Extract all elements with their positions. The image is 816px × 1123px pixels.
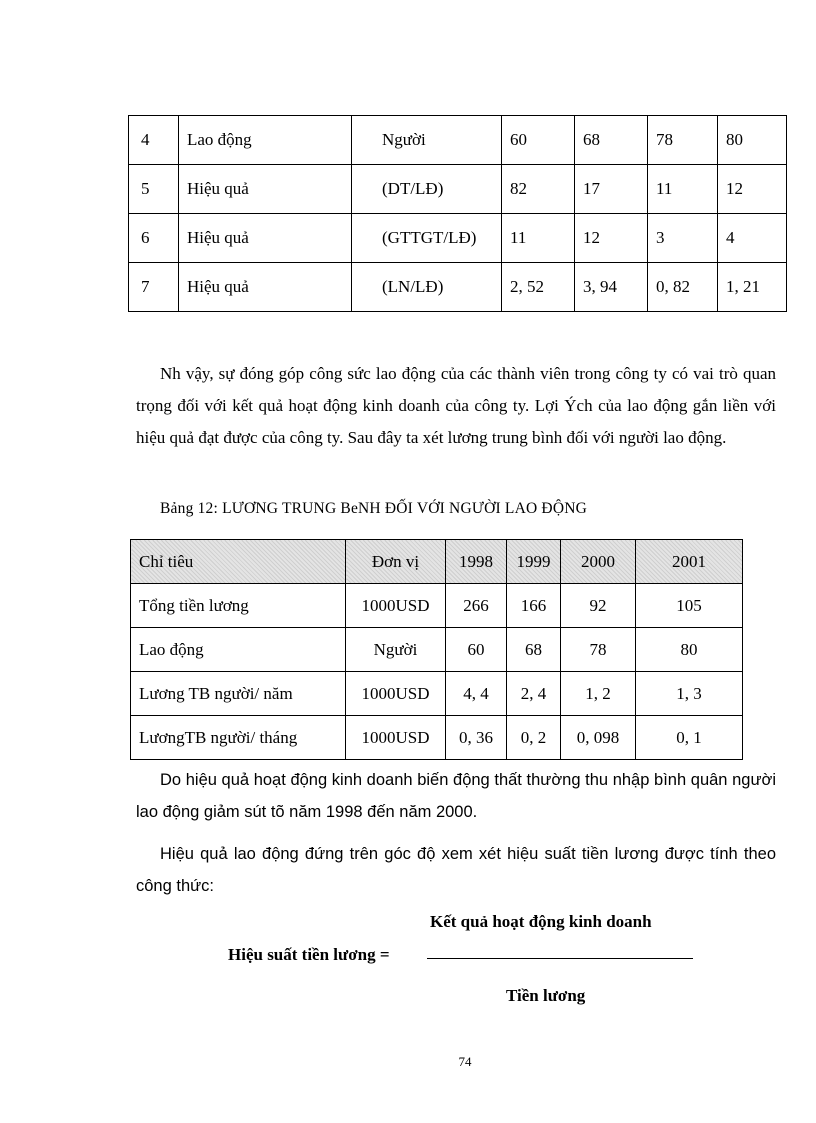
table-cell: 1000USD — [346, 672, 446, 716]
table-cell: 12 — [718, 165, 787, 214]
average-salary-table — [130, 539, 743, 760]
table-cell: 2, 4 — [507, 672, 561, 716]
table-cell: Người — [346, 628, 446, 672]
table-cell: 4 — [129, 116, 179, 165]
column-header: 1998 — [446, 540, 507, 584]
table-cell: 78 — [561, 628, 636, 672]
formula-fraction-line — [427, 958, 693, 959]
table-cell: 0, 1 — [636, 716, 743, 760]
table-cell: 1, 21 — [718, 263, 787, 312]
table-cell: 11 — [502, 214, 575, 263]
formula-numerator: Kết quả hoạt động kinh doanh — [430, 912, 652, 931]
table-cell: 78 — [648, 116, 718, 165]
column-header: 2001 — [636, 540, 743, 584]
table-row — [129, 165, 787, 214]
table-cell: 105 — [636, 584, 743, 628]
table-cell: 3 — [648, 214, 718, 263]
table-cell: 4, 4 — [446, 672, 507, 716]
table-cell: 17 — [575, 165, 648, 214]
table-cell: (LN/LĐ) — [352, 263, 502, 312]
table-cell: 166 — [507, 584, 561, 628]
column-header: 2000 — [561, 540, 636, 584]
table-cell: Lao động — [131, 628, 346, 672]
table-cell: Lương TB người/ năm — [131, 672, 346, 716]
table-row — [129, 263, 787, 312]
table-cell: 0, 36 — [446, 716, 507, 760]
formula-lhs: Hiệu suất tiền lương = — [228, 945, 390, 964]
table-cell: (GTTGT/LĐ) — [352, 214, 502, 263]
table-cell: 80 — [636, 628, 743, 672]
labor-efficiency-table — [128, 115, 787, 312]
table-row — [131, 584, 743, 628]
column-header: Đơn vị — [346, 540, 446, 584]
table-cell: 5 — [129, 165, 179, 214]
table-cell: Hiệu quả — [179, 214, 352, 263]
table-cell: 3, 94 — [575, 263, 648, 312]
table-cell: 1, 2 — [561, 672, 636, 716]
table-cell: (DT/LĐ) — [352, 165, 502, 214]
table-cell: 0, 82 — [648, 263, 718, 312]
table-cell: 60 — [502, 116, 575, 165]
paragraph-income-decline: Do hiệu quả hoạt động kinh doanh biến động thất thường thu nhập bình quân người lao động giảm sút tõ năm 1998 đến năm 2000. — [136, 771, 776, 821]
paragraph-formula-intro: Hiệu quả lao động đứng trên góc độ xem xét hiệu suất tiền lương được tính theo công thức: — [136, 845, 776, 895]
table-cell: 1000USD — [346, 716, 446, 760]
table-cell: 4 — [718, 214, 787, 263]
table-cell: 68 — [507, 628, 561, 672]
table-cell: 1000USD — [346, 584, 446, 628]
table-row — [131, 628, 743, 672]
table-cell: Hiệu quả — [179, 165, 352, 214]
table-cell: 60 — [446, 628, 507, 672]
table-cell: 266 — [446, 584, 507, 628]
table-header-row — [131, 540, 743, 584]
table-cell: Lao động — [179, 116, 352, 165]
table-cell: 82 — [502, 165, 575, 214]
table-cell: 92 — [561, 584, 636, 628]
table-cell: Tổng tiền lương — [131, 584, 346, 628]
table-cell: 6 — [129, 214, 179, 263]
table-cell: 68 — [575, 116, 648, 165]
table-cell: LươngTB người/ tháng — [131, 716, 346, 760]
table-cell: Người — [352, 116, 502, 165]
table-12-caption: Bảng 12: LƯƠNG TRUNG BeNH ĐỐI VỚI NGƯỜI LAO ĐỘNG — [160, 500, 588, 517]
paragraph-labor-contribution: Nh vậy, sự đóng góp công sức lao động của các thành viên trong công ty có vai trò quan trọng đối với kết quả hoạt động kinh doanh của công ty. Lợi Ých của lao động gắn liền với hiệu quả đạt được của công ty. Sau đây ta xét lương trung bình đối với người lao động. — [136, 364, 776, 447]
formula-denominator: Tiền lương — [506, 986, 586, 1005]
column-header: Chỉ tiêu — [131, 540, 346, 584]
table-row — [131, 672, 743, 716]
table-cell: 2, 52 — [502, 263, 575, 312]
table-cell: 11 — [648, 165, 718, 214]
table-cell: 7 — [129, 263, 179, 312]
column-header: 1999 — [507, 540, 561, 584]
table-cell: Hiệu quả — [179, 263, 352, 312]
table-row — [129, 214, 787, 263]
table-cell: 12 — [575, 214, 648, 263]
table-cell: 0, 098 — [561, 716, 636, 760]
table-row — [129, 116, 787, 165]
table-cell: 1, 3 — [636, 672, 743, 716]
table-cell: 80 — [718, 116, 787, 165]
table-cell: 0, 2 — [507, 716, 561, 760]
table-row — [131, 716, 743, 760]
page-number: 74 — [458, 1054, 472, 1069]
